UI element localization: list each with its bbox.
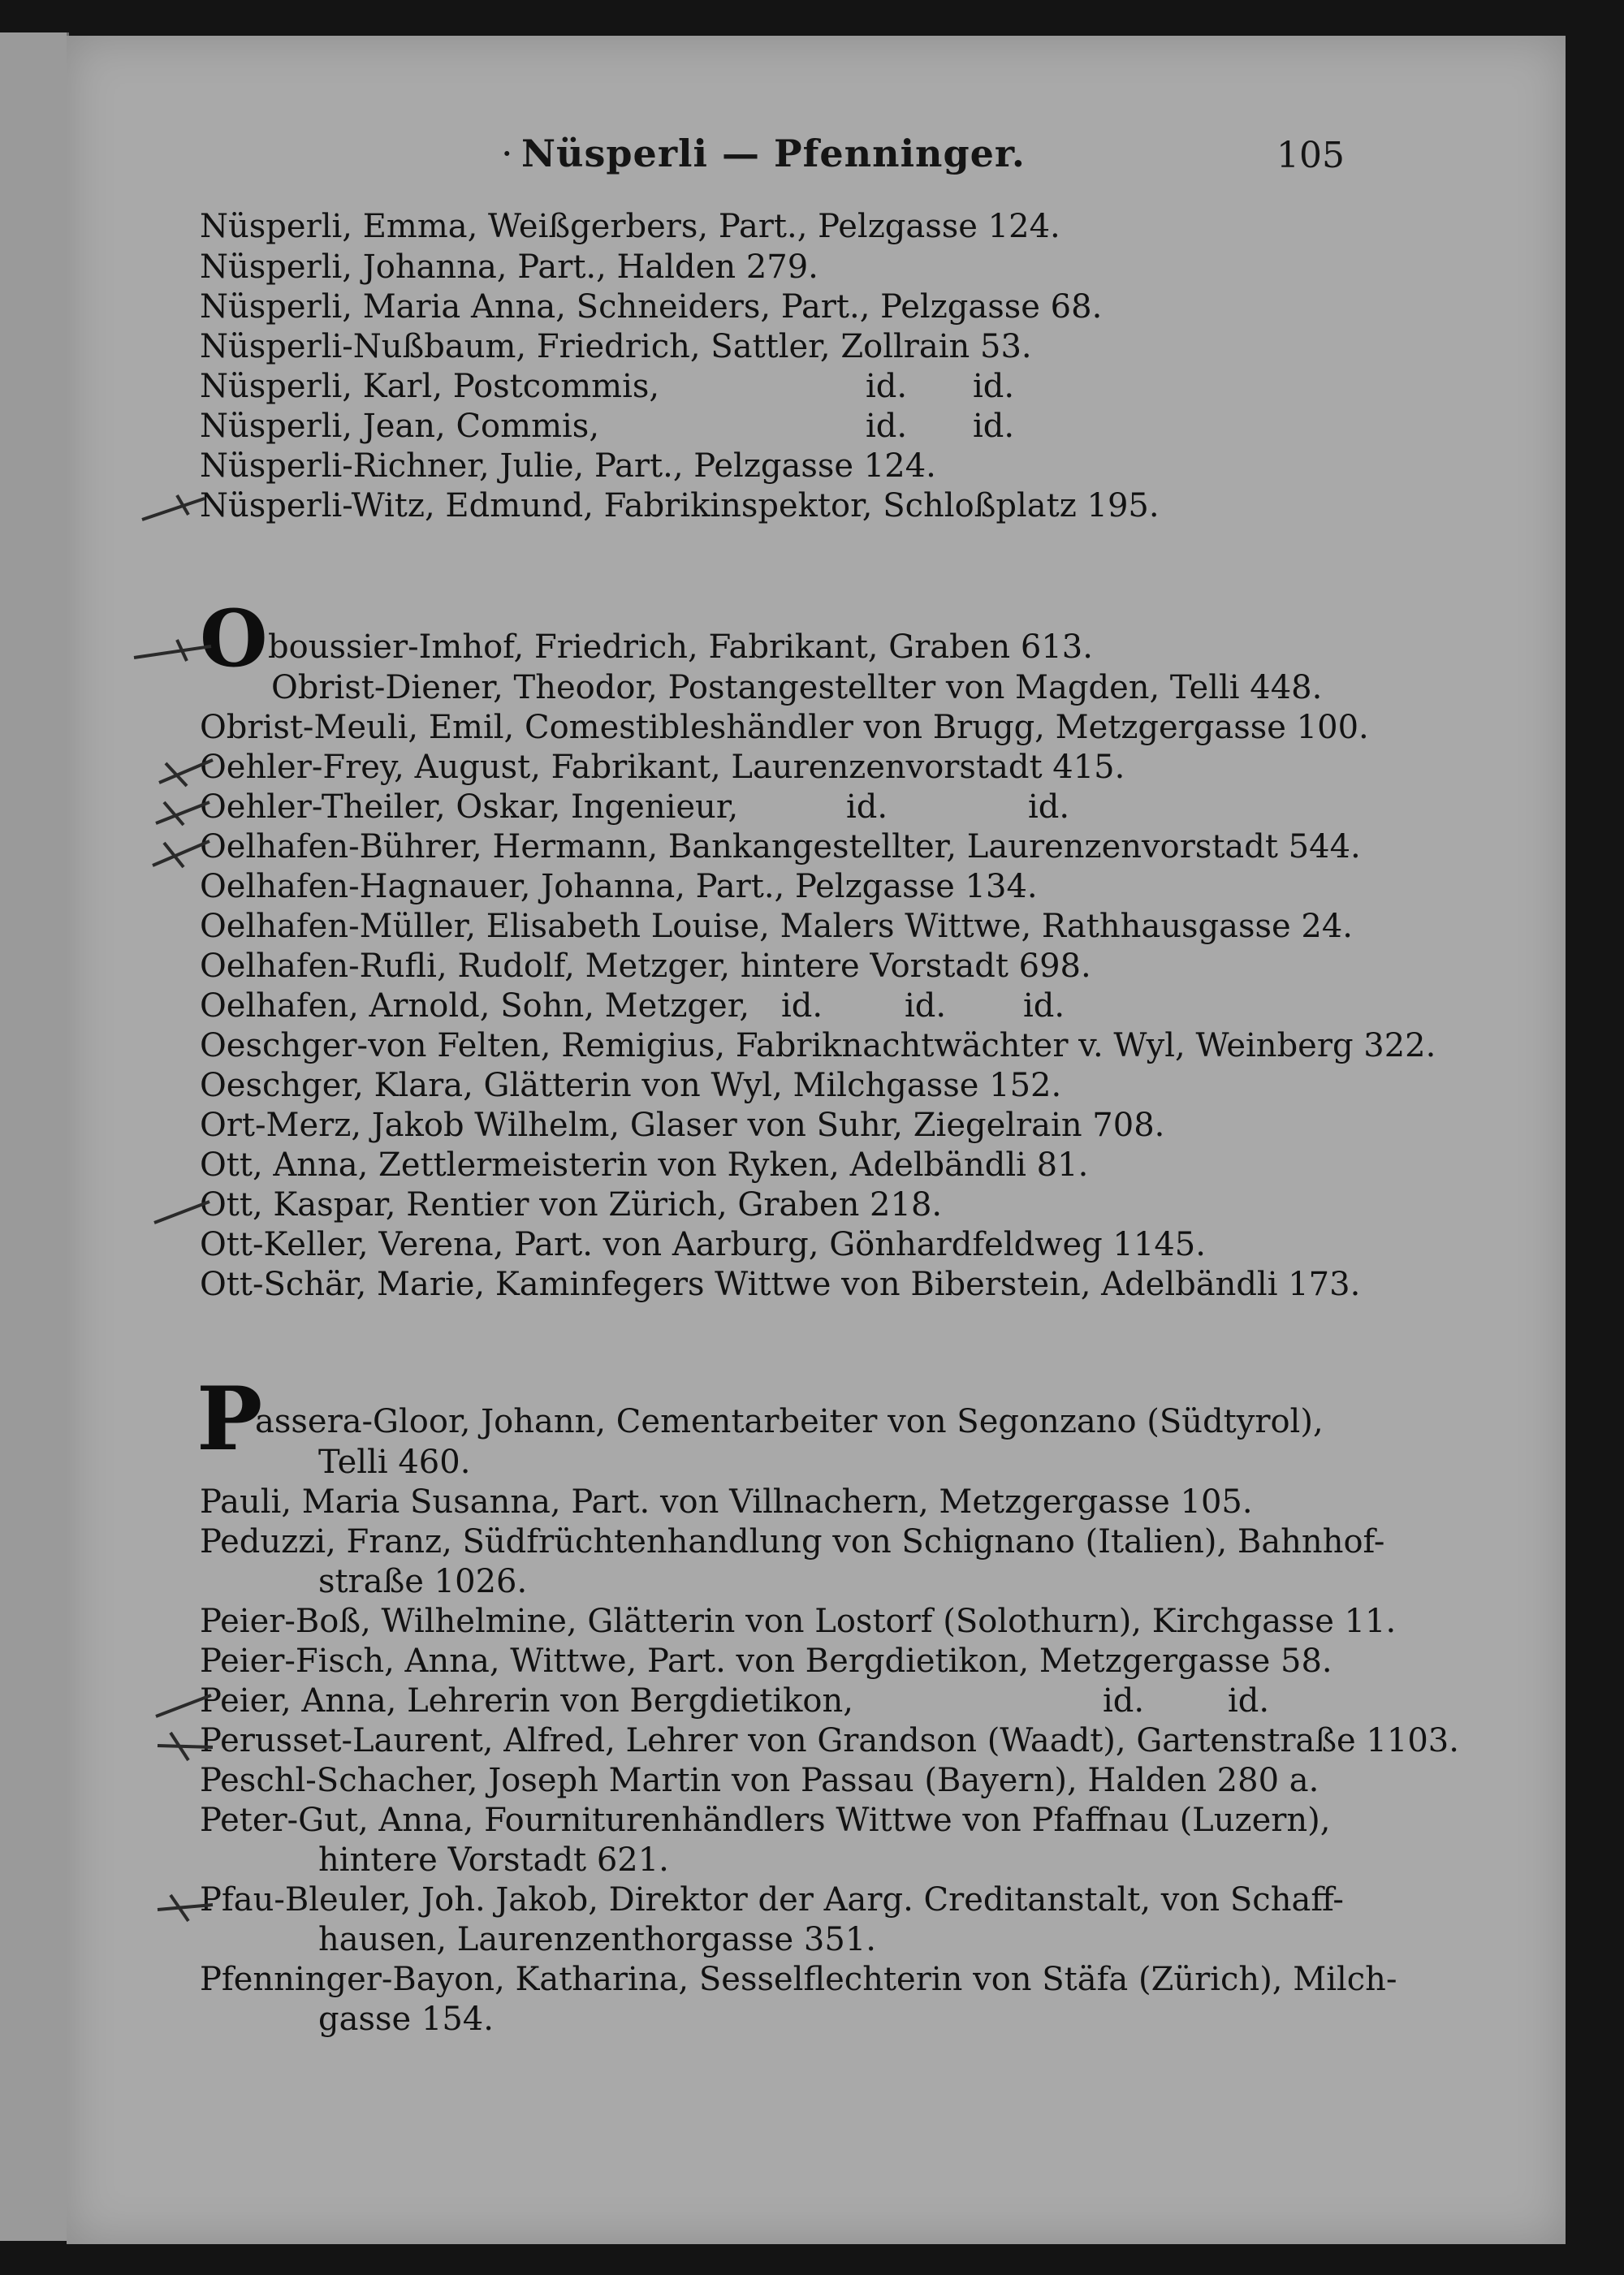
list-item: Peier, Anna, Lehrerin von Bergdietikon, — [200, 1682, 853, 1720]
pencil-cross-mark — [153, 1725, 218, 1765]
pencil-check-mark — [149, 1190, 214, 1231]
list-item: Oehler-Frey, August, Fabrikant, Laurenzenvorstadt 415. — [200, 749, 1125, 786]
list-item: Ott, Anna, Zettlermeisterin von Ryken, Adelbändli 81. — [200, 1146, 1089, 1184]
list-item: Oelhafen-Hagnauer, Johanna, Part., Pelzgasse 134. — [200, 868, 1038, 905]
list-item: Nüsperli-Richner, Julie, Part., Pelzgasse 124. — [200, 447, 936, 485]
pencil-check-mark — [151, 1684, 216, 1725]
page-number: 105 — [1276, 135, 1345, 176]
list-item: Ott, Kaspar, Rentier von Zürich, Graben 218. — [200, 1186, 943, 1224]
list-item: Pfau-Bleuler, Joh. Jakob, Direktor der Aarg. Creditanstalt, von Schaff- — [200, 1881, 1344, 1919]
drop-cap-p: P — [197, 1368, 263, 1470]
list-item: Perusset-Laurent, Alfred, Lehrer von Grandson (Waadt), Gartenstraße 1103. — [200, 1722, 1459, 1759]
header-bullet: · — [501, 132, 513, 175]
ditto-mark: id. — [1023, 987, 1065, 1025]
pencil-cross-mark — [154, 750, 219, 791]
list-item: assera-Gloor, Johann, Cementarbeiter von Segonzano (Südtyrol), — [255, 1403, 1324, 1440]
ditto-mark: id. — [905, 987, 947, 1025]
list-item: Nüsperli, Karl, Postcommis, — [200, 368, 660, 405]
list-item: Nüsperli-Witz, Edmund, Fabrikinspektor, Schloßplatz 195. — [200, 487, 1160, 525]
list-item: Pfenninger-Bayon, Katharina, Sesselflechterin von Stäfa (Zürich), Milch- — [200, 1961, 1397, 1998]
list-item: Peier-Boß, Wilhelmine, Glätterin von Lostorf (Solothurn), Kirchgasse 11. — [200, 1603, 1397, 1640]
pencil-cross-mark — [148, 831, 216, 872]
list-item: Ott-Schär, Marie, Kaminfegers Wittwe von Biberstein, Adelbändli 173. — [200, 1266, 1361, 1303]
list-item: Pauli, Maria Susanna, Part. von Villnachern, Metzgergasse 105. — [200, 1483, 1253, 1521]
list-item: Oelhafen, Arnold, Sohn, Metzger, — [200, 987, 750, 1025]
list-item: Nüsperli, Johanna, Part., Halden 279. — [200, 248, 818, 286]
list-item: Obrist-Meuli, Emil, Comestibleshändler von Brugg, Metzgergasse 100. — [200, 709, 1369, 746]
list-item: Oelhafen-Bührer, Hermann, Bankangestellter, Laurenzenvorstadt 544. — [200, 828, 1361, 866]
facing-page-edge — [0, 32, 69, 2241]
list-item: straße 1026. — [318, 1563, 528, 1600]
list-item: Peter-Gut, Anna, Fourniturenhändlers Wittwe von Pfaffnau (Luzern), — [200, 1802, 1331, 1839]
list-item: hintere Vorstadt 621. — [318, 1841, 669, 1879]
pencil-cross-mark — [153, 1885, 218, 1926]
ditto-mark: id. — [866, 368, 908, 405]
ditto-mark: id. — [973, 408, 1015, 445]
list-item: gasse 154. — [318, 2001, 494, 2038]
list-item: Oeschger, Klara, Glätterin von Wyl, Milchgasse 152. — [200, 1067, 1062, 1104]
list-item: Peduzzi, Franz, Südfrüchtenhandlung von Schignano (Italien), Bahnhof- — [200, 1523, 1385, 1561]
list-item: Oehler-Theiler, Oskar, Ingenieur, — [200, 788, 739, 826]
pencil-check-mark — [130, 628, 219, 669]
list-item: Ort-Merz, Jakob Wilhelm, Glaser von Suhr, Ziegelrain 708. — [200, 1107, 1165, 1144]
list-item: Nüsperli-Nußbaum, Friedrich, Sattler, Zollrain 53. — [200, 328, 1032, 365]
ditto-mark: id. — [866, 408, 908, 445]
list-item: Oeschger-von Felten, Remigius, Fabriknachtwächter v. Wyl, Weinberg 322. — [200, 1027, 1436, 1064]
list-item: boussier-Imhof, Friedrich, Fabrikant, Graben 613. — [268, 628, 1093, 666]
list-item: Peschl-Schacher, Joseph Martin von Passau (Bayern), Halden 280 a. — [200, 1762, 1320, 1799]
ditto-mark: id. — [973, 368, 1015, 405]
list-item: Oelhafen-Müller, Elisabeth Louise, Malers Wittwe, Rathhausgasse 24. — [200, 908, 1354, 945]
ditto-mark: id. — [1028, 788, 1070, 826]
list-item: Obrist-Diener, Theodor, Postangestellter von Magden, Telli 448. — [271, 669, 1323, 706]
list-item: Nüsperli, Emma, Weißgerbers, Part., Pelzgasse 124. — [200, 208, 1060, 245]
list-item: Oelhafen-Rufli, Rudolf, Metzger, hintere Vorstadt 698. — [200, 948, 1091, 985]
ditto-mark: id. — [1228, 1682, 1270, 1720]
list-item: hausen, Laurenzenthorgasse 351. — [318, 1921, 876, 1958]
running-header — [67, 132, 1566, 196]
list-item: Telli 460. — [318, 1444, 471, 1481]
list-item: Peier-Fisch, Anna, Wittwe, Part. von Bergdietikon, Metzgergasse 58. — [200, 1643, 1332, 1680]
list-item: Nüsperli, Maria Anna, Schneiders, Part., Pelzgasse 68. — [200, 288, 1103, 326]
ditto-mark: id. — [1103, 1682, 1145, 1720]
ditto-mark: id. — [781, 987, 823, 1025]
pencil-cross-mark — [151, 791, 216, 831]
list-item: Nüsperli, Jean, Commis, — [200, 408, 600, 445]
drop-cap-o: O — [200, 593, 268, 684]
list-item: Ott-Keller, Verena, Part. von Aarburg, Gönhardfeldweg 1145. — [200, 1226, 1206, 1263]
ditto-mark: id. — [846, 788, 888, 826]
running-head-title: Nüsperli — Pfenninger. — [521, 132, 1026, 175]
directory-page — [67, 36, 1566, 2244]
pencil-check-mark — [138, 487, 211, 528]
